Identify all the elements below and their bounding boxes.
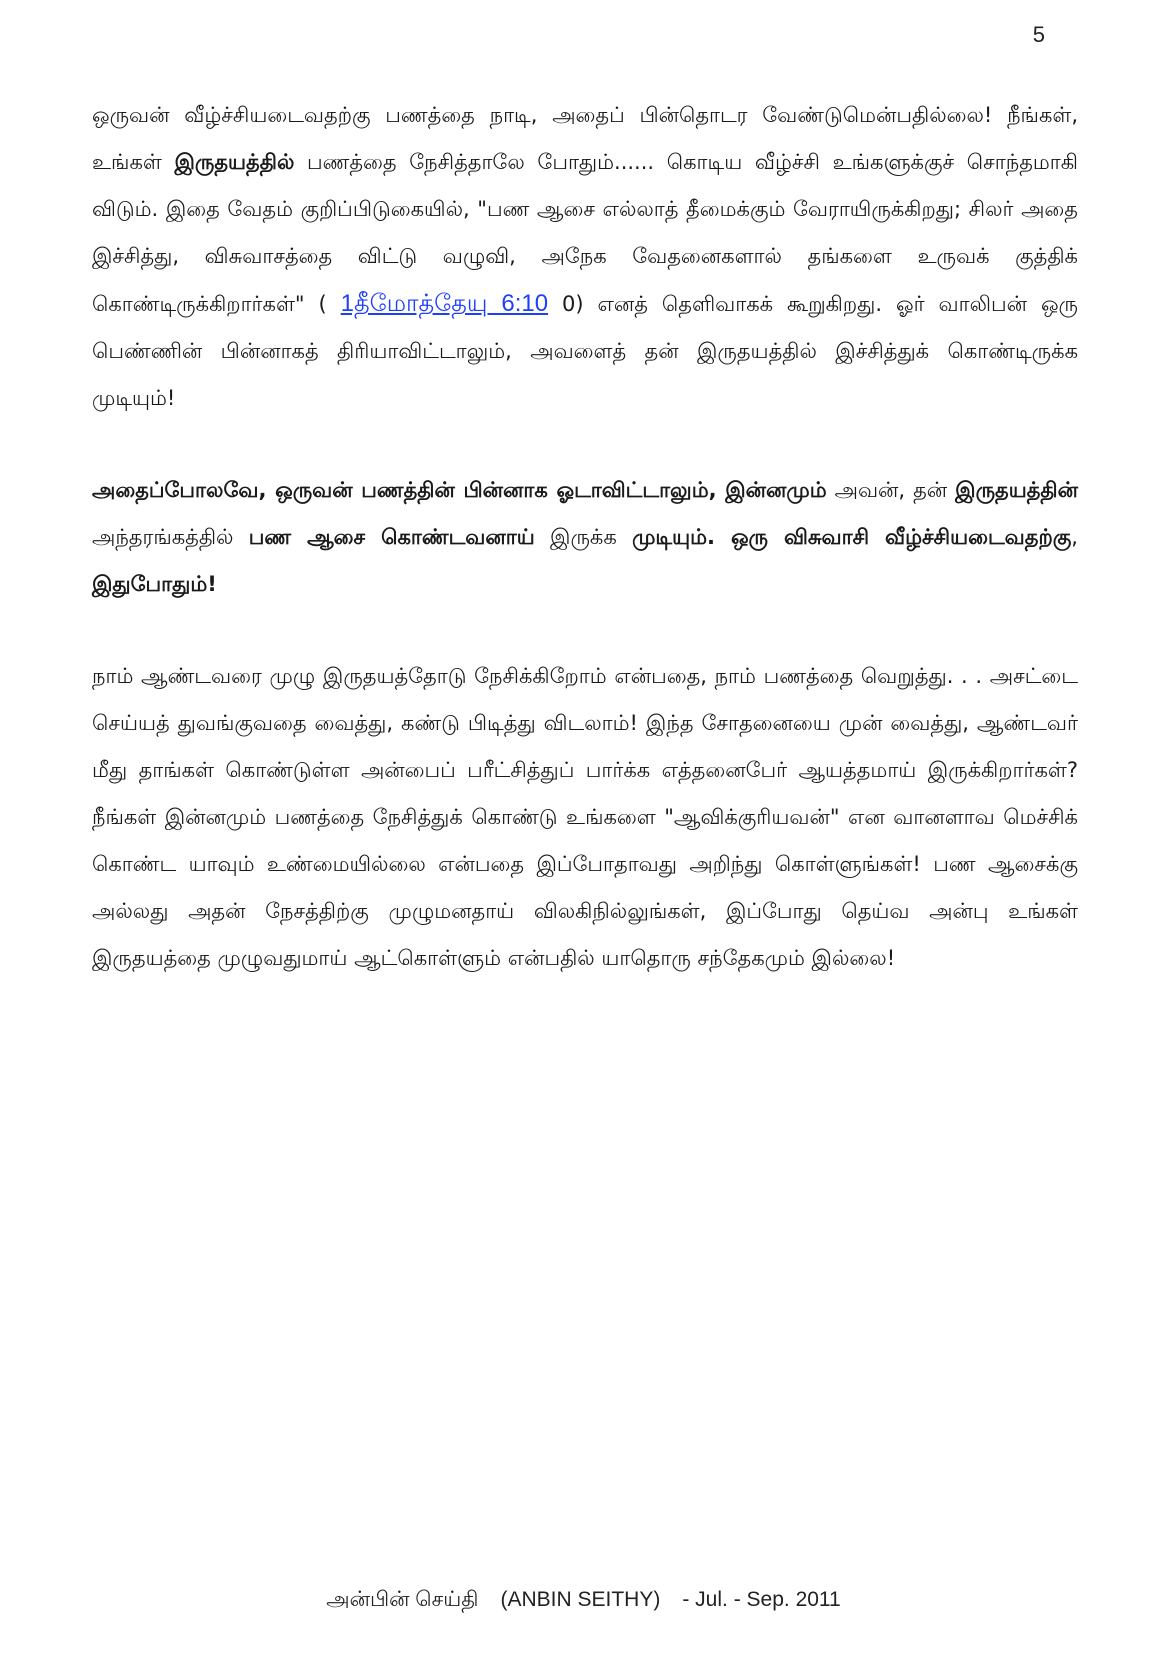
paragraph-2-bold-5: இதுபோதும்! bbox=[92, 572, 217, 596]
paragraph-2-bold-3: பண ஆசை கொண்டவனாய் bbox=[248, 525, 535, 549]
page-footer bbox=[0, 1588, 1167, 1614]
paragraph-1 bbox=[92, 92, 1078, 422]
paragraph-2-bold-1: அதைப்போலவே, ஒருவன் பணத்தின் பின்னாக ஓடாவிட்டாலும், இன்னமும் bbox=[92, 478, 827, 502]
article-body bbox=[92, 92, 1078, 982]
scripture-reference-link[interactable]: 1தீமோத்தேயு 6:10 bbox=[340, 290, 549, 317]
footer-issue-date: - Jul. - Sep. 2011 bbox=[682, 1588, 841, 1611]
paragraph-1-text-after: 0) எனத் தெளிவாகக் கூறுகிறது. ஓர் வாலிபன் ஒரு பெண்ணின் பின்னாகத் திரியாவிட்டாலும், அவளைத் தன் இருதயத்தில் இச்சித்துக் கொண்டிருக்க முடியும்! bbox=[92, 292, 1079, 410]
paragraph-1-text-before: ஒருவன் வீழ்ச்சியடைவதற்கு பணத்தை நாடி, அதைப் பின்தொடர வேண்டுமென்பதில்லை! நீங்கள், உங்கள் bbox=[92, 103, 1078, 174]
footer-tamil-title: அன்பின் செய்தி bbox=[326, 1588, 479, 1611]
paragraph-2-normal-3: இருக்க bbox=[534, 525, 633, 549]
paragraph-2-normal-2: அந்தரங்கத்தில் bbox=[92, 525, 249, 549]
paragraph-2-normal-1: அவன், தன் bbox=[826, 478, 956, 502]
paragraph-3: நாம் ஆண்டவரை முழு இருதயத்தோடு நேசிக்கிறோம் என்பதை, நாம் பணத்தை வெறுத்து. . . அசட்டை செய்யத் துவங்குவதை வைத்து, கண்டு பிடித்து விடலாம்! இந்த சோதனையை முன் வைத்து, ஆண்டவர் மீது தாங்கள் கொண்டுள்ள அன்பைப் பரீட்சித்துப் பார்க்க எத்தனைபேர் ஆயத்தமாய் இருக்கிறார்கள்? நீங்கள் இன்னமும் பணத்தை நேசித்துக் கொண்டு உங்களை "ஆவிக்குரியவன்" என வானளாவ மெச்சிக் கொண்ட யாவும் உண்மையில்லை என்பதை இப்போதாவது அறிந்து கொள்ளுங்கள்! பண ஆசைக்கு அல்லது அதன் நேசத்திற்கு முழுமனதாய் விலகிநில்லுங்கள், இப்போது தெய்வ அன்பு உங்கள் இருதயத்தை முழுவதுமாய் ஆட்கொள்ளும் என்பதில் யாதொரு சந்தேகமும் இல்லை! bbox=[92, 664, 1078, 970]
page-number: 5 bbox=[1032, 22, 1045, 47]
paragraph-1-bold-word: இருதயத்தில் bbox=[174, 150, 295, 174]
paragraph-2-bold-2: இருதயத்தின் bbox=[955, 478, 1078, 502]
paragraph-2-bold-4: முடியும். ஒரு விசுவாசி வீழ்ச்சியடைவதற்கு bbox=[632, 525, 1072, 549]
paragraph-2 bbox=[92, 467, 1078, 608]
paragraph-2-normal-4: , bbox=[1071, 525, 1078, 549]
paragraph-1-text-middle: பணத்தை நேசித்தாலே போதும்...... கொடிய வீழ்ச்சி உங்களுக்குச் சொந்தமாகி விடும். இதை வேதம் குறிப்பிடுகையில், "பண ஆசை எல்லாத் தீமைக்கும் வேராயிருக்கிறது; சிலர் அதை இச்சித்து, விசுவாசத்தை விட்டு வழுவி, அநேக வேதனைகளால் தங்களை உருவக் குத்திக் கொண்டிருக்கிறார்கள்" ( bbox=[92, 150, 1078, 316]
footer-english-title: (ANBIN SEITHY) bbox=[500, 1588, 661, 1611]
